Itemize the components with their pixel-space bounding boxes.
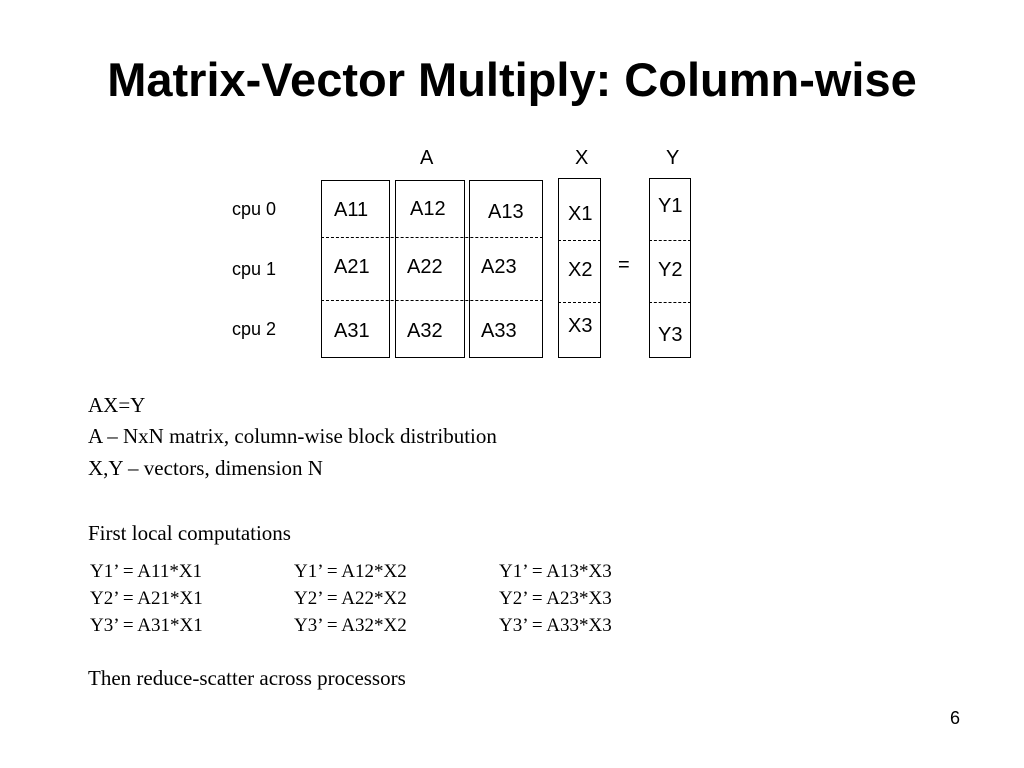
computation-line: Y2’ = A21*X1 [90,588,203,609]
matrix-a-cell: A13 [488,201,524,223]
computation-line: Y2’ = A22*X2 [294,588,407,609]
cpu-label-0: cpu 0 [232,199,277,219]
text-line: A – NxN matrix, column-wise block distribution [88,424,497,448]
computation-line: Y3’ = A32*X2 [294,615,407,636]
vector-x-cell: X2 [568,259,593,281]
first-local-heading: First local computations [88,521,291,545]
label-y: Y [666,147,680,169]
matrix-a-cell: A33 [481,320,517,342]
label-x: X [575,147,589,169]
matrix-row-separator [321,300,543,301]
computation-line: Y1’ = A11*X1 [90,561,203,582]
equals-sign: = [618,254,630,276]
vector-x-cell: X1 [568,203,593,225]
vector-x-separator [558,240,601,241]
vector-y-cell: Y3 [658,324,683,346]
vector-y-separator [649,302,691,303]
computation-line: Y3’ = A33*X3 [499,615,612,636]
matrix-a-cell: A31 [334,320,370,342]
reduce-scatter-text: Then reduce-scatter across processors [88,666,406,690]
vector-y-cell: Y2 [658,259,683,281]
slide-title: Matrix-Vector Multiply: Column-wise [107,53,917,106]
computation-line: Y1’ = A13*X3 [499,561,612,582]
text-line: AX=Y [88,393,146,417]
matrix-a-cell: A22 [407,256,443,278]
computation-line: Y3’ = A31*X1 [90,615,203,636]
vector-y-cell: Y1 [658,195,683,217]
cpu-label-1: cpu 1 [232,259,277,279]
vector-x-cell: X3 [568,315,593,337]
computation-line: Y1’ = A12*X2 [294,561,407,582]
computation-line: Y2’ = A23*X3 [499,588,612,609]
text-line: X,Y – vectors, dimension N [88,456,323,480]
matrix-row-separator [321,237,543,238]
matrix-a-cell: A23 [481,256,517,278]
matrix-a-cell: A12 [410,198,446,220]
matrix-a-cell: A11 [334,199,369,221]
cpu-label-2: cpu 2 [232,319,277,339]
page-number: 6 [950,708,961,728]
matrix-a-cell: A21 [334,256,370,278]
vector-x-separator [558,302,601,303]
matrix-a-cell: A32 [407,320,443,342]
label-a: A [420,147,434,169]
vector-y-separator [649,240,691,241]
